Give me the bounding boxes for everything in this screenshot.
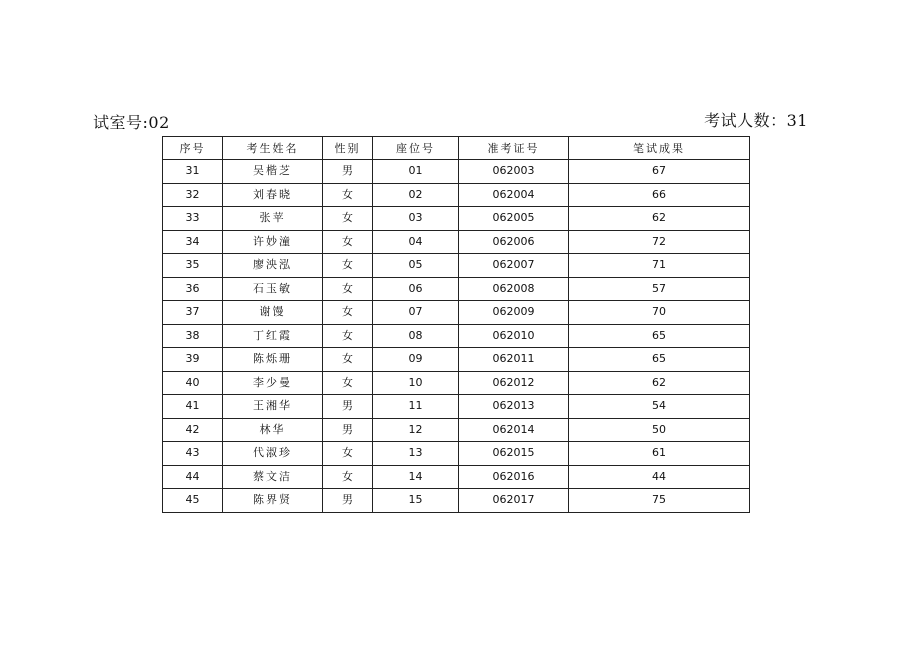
col-header-score: 笔试成果 [569,137,750,160]
cell-ticket: 062009 [459,301,569,325]
cell-index: 45 [163,489,223,513]
cell-score: 57 [569,277,750,301]
cell-gender: 女 [323,324,373,348]
cell-seat: 09 [373,348,459,372]
cell-name: 代淑珍 [223,442,323,466]
table-row [163,442,750,466]
cell-name: 张苹 [223,207,323,231]
table-row [163,465,750,489]
table-row [163,301,750,325]
table-row [163,348,750,372]
cell-seat: 05 [373,254,459,278]
cell-ticket: 062007 [459,254,569,278]
cell-name: 吴楷芝 [223,160,323,184]
cell-seat: 10 [373,371,459,395]
cell-score: 44 [569,465,750,489]
cell-index: 44 [163,465,223,489]
cell-ticket: 062017 [459,489,569,513]
cell-seat: 07 [373,301,459,325]
table-header-row [163,137,750,160]
cell-ticket: 062014 [459,418,569,442]
cell-seat: 06 [373,277,459,301]
cell-name: 丁红霞 [223,324,323,348]
table-row [163,371,750,395]
col-header-seat: 座位号 [373,137,459,160]
cell-ticket: 062010 [459,324,569,348]
cell-index: 39 [163,348,223,372]
cell-gender: 男 [323,160,373,184]
cell-ticket: 062008 [459,277,569,301]
cell-score: 72 [569,230,750,254]
cell-index: 35 [163,254,223,278]
cell-name: 王湘华 [223,395,323,419]
cell-gender: 男 [323,489,373,513]
col-header-ticket: 准考证号 [459,137,569,160]
cell-index: 42 [163,418,223,442]
cell-score: 61 [569,442,750,466]
cell-name: 石玉敏 [223,277,323,301]
cell-index: 33 [163,207,223,231]
cell-ticket: 062013 [459,395,569,419]
cell-score: 71 [569,254,750,278]
table-body [163,160,750,513]
cell-name: 谢馒 [223,301,323,325]
cell-score: 66 [569,183,750,207]
table-row [163,324,750,348]
cell-seat: 04 [373,230,459,254]
cell-score: 50 [569,418,750,442]
cell-seat: 13 [373,442,459,466]
cell-ticket: 062003 [459,160,569,184]
cell-gender: 女 [323,301,373,325]
cell-seat: 02 [373,183,459,207]
table-row [163,160,750,184]
cell-name: 林华 [223,418,323,442]
cell-ticket: 062011 [459,348,569,372]
table-row [163,254,750,278]
cell-gender: 男 [323,418,373,442]
cell-ticket: 062004 [459,183,569,207]
cell-seat: 01 [373,160,459,184]
cell-gender: 女 [323,348,373,372]
col-header-gender: 性别 [323,137,373,160]
col-header-name: 考生姓名 [223,137,323,160]
cell-score: 75 [569,489,750,513]
cell-index: 37 [163,301,223,325]
cell-score: 65 [569,348,750,372]
cell-seat: 15 [373,489,459,513]
table-row [163,230,750,254]
table-row [163,207,750,231]
cell-gender: 女 [323,442,373,466]
cell-gender: 男 [323,395,373,419]
cell-index: 36 [163,277,223,301]
cell-name: 陈界贤 [223,489,323,513]
cell-seat: 11 [373,395,459,419]
cell-score: 70 [569,301,750,325]
cell-gender: 女 [323,254,373,278]
table-row [163,395,750,419]
cell-ticket: 062012 [459,371,569,395]
cell-seat: 03 [373,207,459,231]
table-row [163,277,750,301]
cell-name: 蔡文洁 [223,465,323,489]
cell-seat: 12 [373,418,459,442]
cell-name: 刘春晓 [223,183,323,207]
cell-gender: 女 [323,371,373,395]
score-table [162,136,750,513]
cell-index: 41 [163,395,223,419]
cell-gender: 女 [323,465,373,489]
table-row [163,489,750,513]
cell-seat: 14 [373,465,459,489]
cell-gender: 女 [323,277,373,301]
cell-index: 38 [163,324,223,348]
cell-seat: 08 [373,324,459,348]
cell-ticket: 062015 [459,442,569,466]
cell-index: 32 [163,183,223,207]
cell-score: 54 [569,395,750,419]
cell-ticket: 062016 [459,465,569,489]
exam-count-label: 考试人数：31 [704,111,808,130]
cell-name: 李少曼 [223,371,323,395]
cell-gender: 女 [323,207,373,231]
col-header-index: 序号 [163,137,223,160]
cell-score: 62 [569,207,750,231]
cell-score: 65 [569,324,750,348]
cell-name: 陈烁珊 [223,348,323,372]
exam-room-label: 试室号:02 [93,113,170,132]
cell-index: 31 [163,160,223,184]
cell-index: 34 [163,230,223,254]
table-row [163,183,750,207]
cell-gender: 女 [323,183,373,207]
cell-index: 40 [163,371,223,395]
cell-name: 许妙潼 [223,230,323,254]
table-row [163,418,750,442]
cell-gender: 女 [323,230,373,254]
cell-ticket: 062005 [459,207,569,231]
cell-score: 67 [569,160,750,184]
cell-index: 43 [163,442,223,466]
cell-ticket: 062006 [459,230,569,254]
cell-score: 62 [569,371,750,395]
cell-name: 廖泱泓 [223,254,323,278]
